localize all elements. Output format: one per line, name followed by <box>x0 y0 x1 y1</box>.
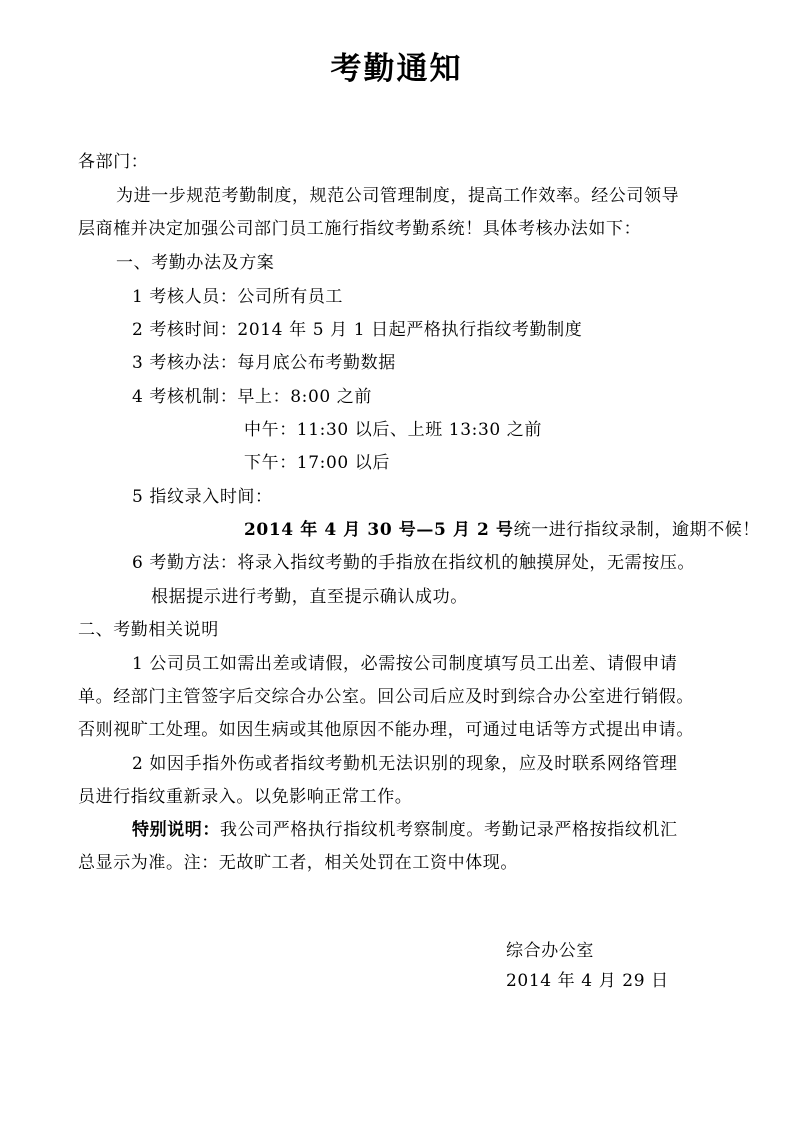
section2-para1-line-3: 否则视旷工处理。如因生病或其他原因不能办理，可通过电话等方式提出申请。 <box>78 720 694 740</box>
special-note-line-1 <box>132 819 678 841</box>
item2: 2 考核时间：2014 年 5 月 1 日起严格执行指纹考勤制度 <box>132 320 583 340</box>
item3: 3 考核办法：每月底公布考勤数据 <box>132 353 396 373</box>
item5: 5 指纹录入时间： <box>132 487 273 507</box>
item6-line-2: 根据提示进行考勤，直至提示确认成功。 <box>151 587 468 607</box>
signature-date: 2014 年 4 月 29 日 <box>506 971 669 991</box>
item4: 4 考核机制：早上：8:00 之前 <box>132 387 372 407</box>
intro-line-2: 层商榷并决定加强公司部门员工施行指纹考勤系统！具体考核办法如下： <box>78 219 642 239</box>
item6-line-1: 6 考勤方法：将录入指纹考勤的手指放在指纹机的触摸屏处，无需按压。 <box>132 553 696 573</box>
item5-rest: 统一进行指纹录制，逾期不候！ <box>513 520 761 540</box>
intro-line-1: 为进一步规范考勤制度，规范公司管理制度，提高工作效率。经公司领导 <box>116 186 680 206</box>
special-note-text: 我公司严格执行指纹机考察制度。考勤记录严格按指纹机汇 <box>220 820 678 840</box>
section2-heading: 二、考勤相关说明 <box>78 620 219 640</box>
section2-para2-line-2: 员进行指纹重新录入。以免影响正常工作。 <box>78 787 413 807</box>
item5-date: 2014 年 4 月 30 号—5 月 2 号 <box>244 520 514 540</box>
item1: 1 考核人员：公司所有员工 <box>132 287 344 307</box>
signature-office: 综合办公室 <box>506 941 594 961</box>
section2-para2-line-1: 2 如因手指外伤或者指纹考勤机无法识别的现象，应及时联系网络管理 <box>132 754 678 774</box>
item5-detail <box>244 519 760 541</box>
document-title: 考勤通知 <box>330 51 463 87</box>
section2-para1-line-2: 单。经部门主管签字后交综合办公室。回公司后应及时到综合办公室进行销假。 <box>78 687 694 707</box>
item4-afternoon: 下午：17:00 以后 <box>244 453 390 473</box>
special-note-label: 特别说明： <box>132 820 220 840</box>
item4-noon: 中午：11:30 以后、上班 13:30 之前 <box>244 420 542 440</box>
special-note-line-2: 总显示为准。注：无故旷工者，相关处罚在工资中体现。 <box>78 853 518 873</box>
greeting: 各部门： <box>78 152 149 172</box>
section2-para1-line-1: 1 公司员工如需出差或请假，必需按公司制度填写员工出差、请假申请 <box>132 654 678 674</box>
section1-heading: 一、考勤办法及方案 <box>116 253 275 273</box>
